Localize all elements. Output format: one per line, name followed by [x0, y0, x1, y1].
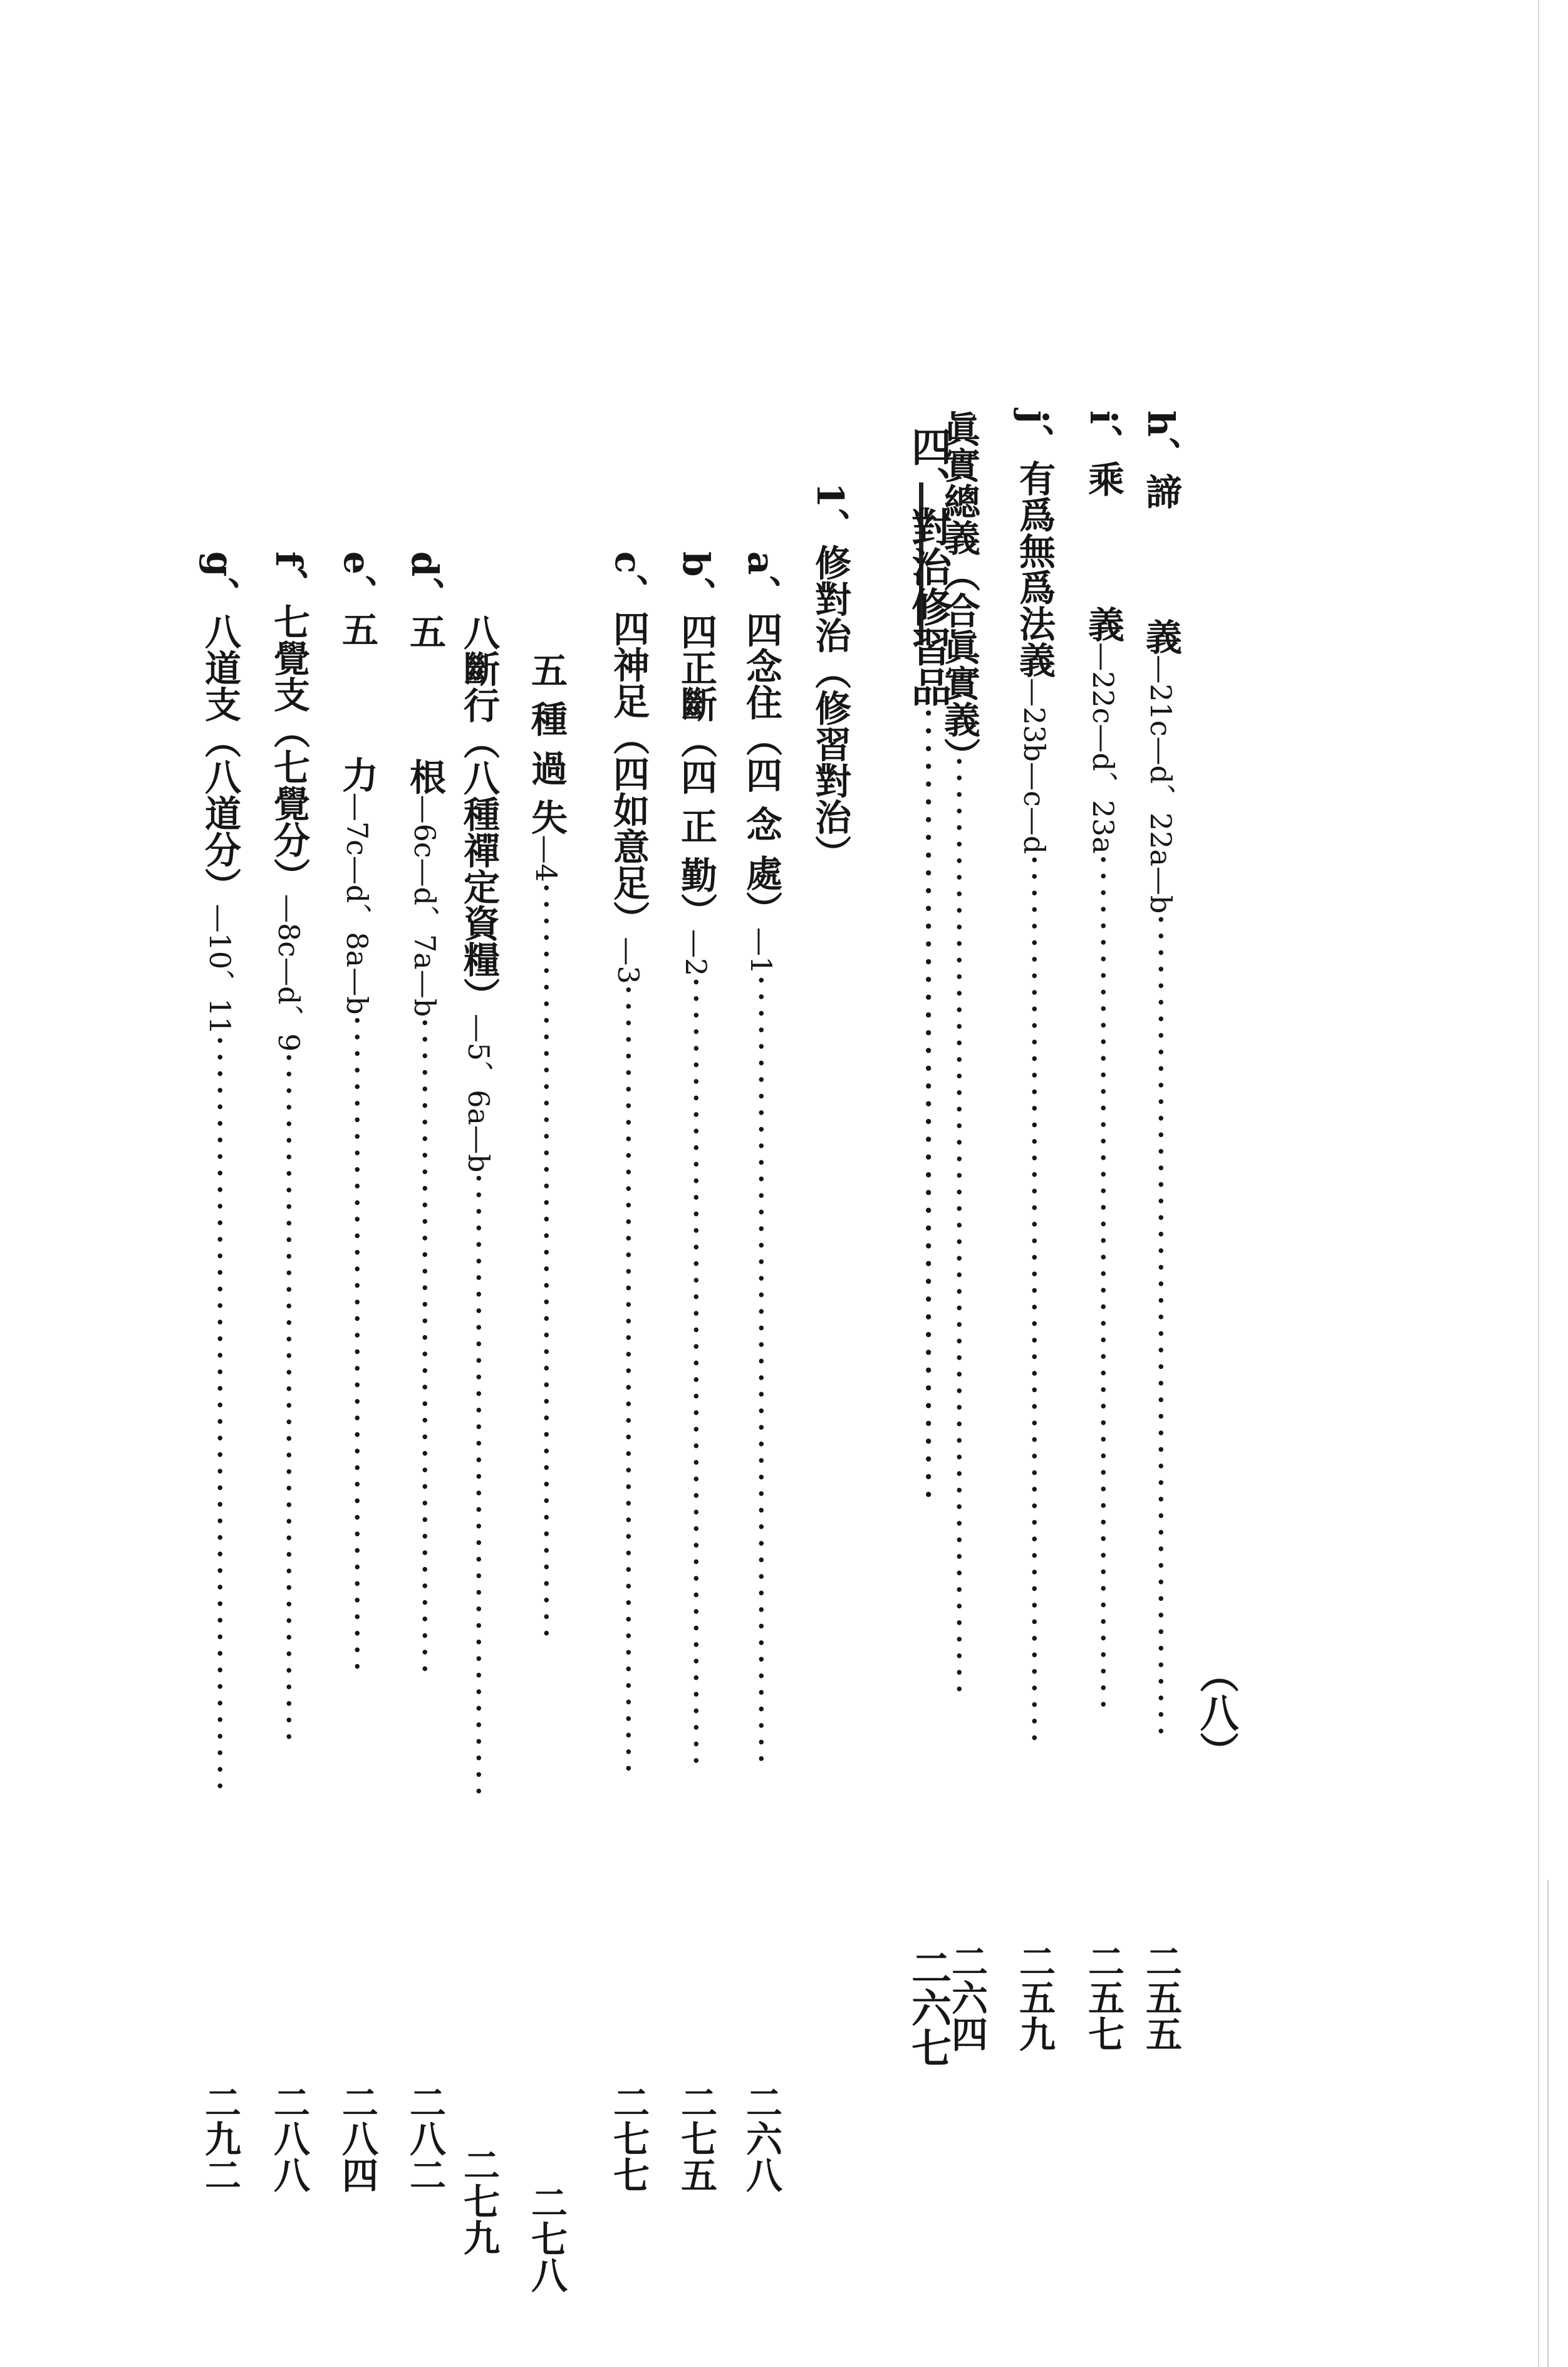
entry-page-number: 二五五 — [1140, 1943, 1182, 2052]
entry-title: 八斷行（八種禪定資糧） — [457, 614, 500, 1014]
entry-label: e、 — [336, 551, 378, 611]
leader-dots: ························································· — [938, 756, 980, 1700]
toc-entry[interactable] — [728, 551, 782, 2193]
entry-label: c、 — [607, 551, 650, 610]
entry-verse-ref: —7c—d、8a—b — [340, 792, 374, 1015]
entry-page-number: 二六七 — [905, 1947, 952, 2068]
leader-dots: ················································ — [740, 974, 782, 1770]
entry-verse-ref: —22c—d、23a — [1086, 642, 1120, 854]
leader-dots: ···················································· — [1082, 853, 1124, 1715]
leader-dots: ················································ — [607, 984, 650, 1779]
entry-page-number: 二九二 — [199, 2084, 241, 2193]
entry-verse-ref: —10、11 — [203, 903, 237, 1035]
entry-verse-ref: —5、6a—b — [462, 1014, 496, 1173]
entry-label: i、 — [1082, 410, 1124, 461]
leader-dots: ·············································· — [525, 882, 568, 1644]
toc-section-heading[interactable] — [866, 426, 952, 2068]
toc-entry[interactable] — [1001, 410, 1056, 2052]
entry-label: f、 — [267, 551, 310, 603]
entry-verse-ref: —4 — [529, 835, 563, 882]
entry-title: 諦 義 — [1140, 473, 1182, 655]
leader-dots: ······················································ — [1013, 854, 1056, 1749]
entry-label: b、 — [675, 551, 717, 613]
toc-entry[interactable] — [392, 551, 446, 2193]
entry-title: 五 種 過 失 — [525, 652, 568, 835]
entry-title: 乘 義 — [1082, 460, 1124, 643]
entry-page-number: 二七七 — [607, 2084, 650, 2193]
entry-page-number: 二八二 — [403, 2084, 446, 2193]
entry-title: 有爲無爲法義 — [1013, 460, 1056, 678]
toc-entry[interactable] — [1070, 410, 1124, 2052]
leader-dots: ············································· — [905, 707, 951, 1506]
entry-page-number: 二八四 — [336, 2084, 378, 2193]
toc-entry[interactable] — [324, 551, 378, 2193]
entry-verse-ref: —8c—d、9 — [272, 893, 306, 1052]
entry-verse-ref: —3 — [611, 937, 645, 984]
entry-title: 四念住（四 念 處） — [740, 611, 782, 927]
toc-entry[interactable] — [525, 652, 568, 2293]
toc-entry[interactable] — [1128, 410, 1182, 2052]
leader-dots: ······································ — [457, 1172, 500, 1802]
subsection-title: 修對治（修習對治） — [809, 544, 851, 871]
subsection-label: 1、 — [809, 482, 851, 544]
entry-title: 四神足（四如意足） — [607, 610, 650, 937]
leader-dots: ·················································· — [1140, 913, 1182, 1742]
entry-title: 五 根 — [403, 613, 446, 795]
entry-label: a、 — [740, 551, 782, 611]
entry-page-number: 二六八 — [740, 2084, 782, 2193]
entry-title: 四正斷（四 正 勤） — [675, 613, 717, 929]
scan-edge-line — [1547, 1880, 1549, 2367]
entry-verse-ref: —2 — [679, 929, 713, 977]
entry-page-number: 二五七 — [1082, 1943, 1124, 2052]
toc-entry[interactable] — [595, 551, 650, 2193]
entry-label: h、 — [1140, 410, 1182, 474]
entry-page-number: 二七五 — [675, 2084, 717, 2193]
leader-dots: ·········································· — [267, 1051, 310, 1748]
entry-verse-ref: —1 — [744, 927, 778, 975]
toc-entry[interactable] — [187, 551, 241, 2193]
leader-dots: ················································ — [675, 976, 717, 1772]
toc-entry[interactable] — [457, 614, 500, 2255]
section-label: 四、 — [905, 426, 952, 506]
toc-entry[interactable] — [256, 551, 310, 2193]
entry-page-number: 二六四 — [945, 1943, 988, 2052]
entry-title: 眞實總義（合眞實義） — [938, 410, 980, 756]
section-title: 對治修習品 — [905, 506, 952, 707]
page-folio: （八） — [1193, 1654, 1239, 1771]
entry-verse-ref: —6c—d、7a—b — [408, 794, 442, 1017]
entry-title: 五 力 — [336, 610, 378, 793]
entry-label: g、 — [199, 551, 241, 613]
entry-title: 七覺支（七覺分） — [267, 603, 310, 894]
leader-dots: ········································ — [336, 1014, 378, 1677]
entry-label: j、 — [1013, 410, 1056, 460]
entry-title: 八道支（八道分） — [199, 613, 241, 904]
entry-verse-ref: —21c—d、22a—b — [1144, 655, 1178, 914]
entry-verse-ref: —23b—c—d — [1017, 678, 1051, 855]
entry-page-number: 二五九 — [1013, 1943, 1056, 2052]
leader-dots: ·············································· — [199, 1034, 241, 1797]
scan-edge-line — [1538, 0, 1539, 2367]
entry-page-number: 二八八 — [267, 2084, 310, 2193]
entry-page-number: 二七八 — [525, 2184, 568, 2293]
toc-entry[interactable] — [663, 551, 717, 2193]
leader-dots: ········································ — [403, 1017, 446, 1680]
entry-label: d、 — [403, 551, 446, 613]
entry-page-number: 二七九 — [457, 2146, 500, 2255]
toc-subsection-heading[interactable] — [797, 482, 851, 2124]
